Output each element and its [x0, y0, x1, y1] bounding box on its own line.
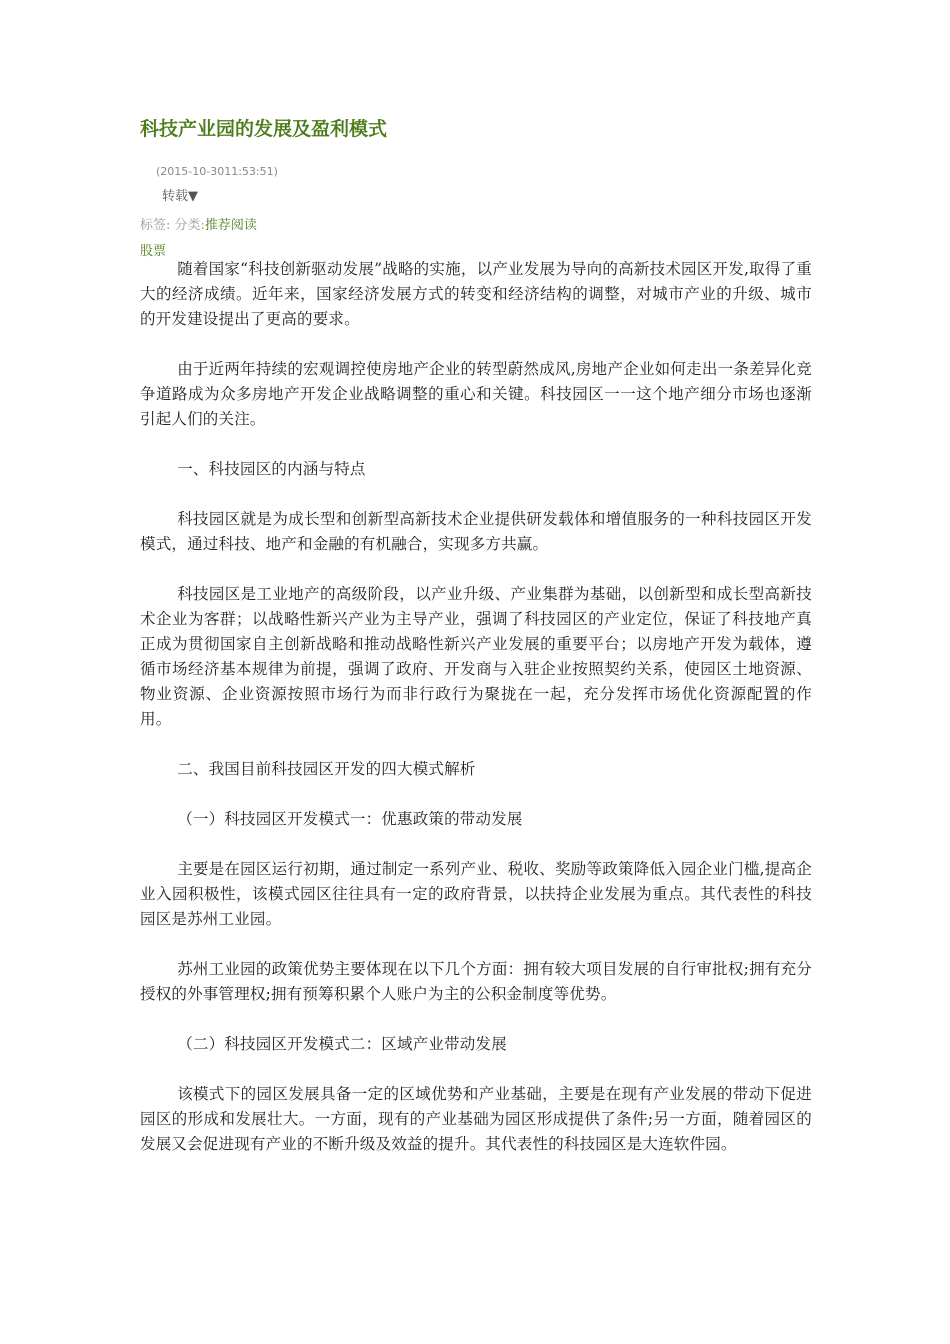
paragraph: 由于近两年持续的宏观调控使房地产企业的转型蔚然成风,房地产企业如何走出一条差异化竞争道路成为众多房地产开发企业战略调整的重心和关键。科技园区一一这个地产细分市场也逐渐引起人们的关注。	[140, 360, 812, 428]
subsection-heading: （二）科技园区开发模式二：区域产业带动发展	[177, 1035, 507, 1053]
paragraph: 科技园区是工业地产的高级阶段，以产业升级、产业集群为基础，以创新型和成长型高新技术企业为客群；以战略性新兴产业为主导产业，强调了科技园区的产业定位，保证了科技地产真正成为贯彻国家自主创新战略和推动战略性新兴产业发展的重要平台；以房地产开发为载体，遵循市场经济基本规律为前提，强调了政府、开发商与入驻企业按照契约关系，使园区土地资源、物业资源、企业资源按照市场行为而非行政行为聚拢在一起，充分发挥市场优化资源配置的作用。	[140, 585, 812, 728]
section-heading: 二、我国目前科技园区开发的四大模式解析	[177, 760, 476, 778]
subsection-heading: （一）科技园区开发模式一：优惠政策的带动发展	[177, 810, 523, 828]
article-title: 科技产业园的发展及盈利模式	[140, 118, 388, 140]
category-label: 分类:	[174, 218, 205, 233]
article-date: (2015-10-3011:53:51)	[156, 165, 278, 178]
paragraph: 随着国家“科技创新驱动发展”战略的实施，以产业发展为导向的高新技术园区开发,取得了重大的经济成绩。近年来，国家经济发展方式的转变和经济结构的调整，对城市产业的升级、城市的开发建设提出了更高的要求。	[140, 260, 812, 328]
article-body	[140, 257, 812, 1182]
paragraph: 科技园区就是为成长型和创新型高新技术企业提供研发载体和增值服务的一种科技园区开发模式，通过科技、地产和金融的有机融合，实现多方共赢。	[140, 510, 812, 553]
stock-link[interactable]: 股票	[140, 244, 167, 259]
paragraph: 主要是在园区运行初期，通过制定一系列产业、税收、奖励等政策降低入园企业门槛,提高企业入园积极性，该模式园区往往具有一定的政府背景，以扶持企业发展为重点。其代表性的科技园区是苏州工业园。	[140, 860, 812, 928]
tags-label: 标签:	[140, 218, 171, 233]
tag-line	[140, 214, 257, 233]
paragraph: 该模式下的园区发展具备一定的区域优势和产业基础，主要是在现有产业发展的带动下促进园区的形成和发展壮大。一方面，现有的产业基础为园区形成提供了条件;另一方面，随着园区的发展又会促进现有产业的不断升级及效益的提升。其代表性的科技园区是大连软件园。	[140, 1085, 812, 1153]
section-heading: 一、科技园区的内涵与特点	[177, 460, 366, 478]
paragraph: 苏州工业园的政策优势主要体现在以下几个方面：拥有较大项目发展的自行审批权;拥有充分授权的外事管理权;拥有预筹积累个人账户为主的公积金制度等优势。	[140, 960, 812, 1003]
category-link[interactable]: 推荐阅读	[204, 218, 257, 233]
repost-dropdown[interactable]: 转载▼	[162, 189, 198, 204]
